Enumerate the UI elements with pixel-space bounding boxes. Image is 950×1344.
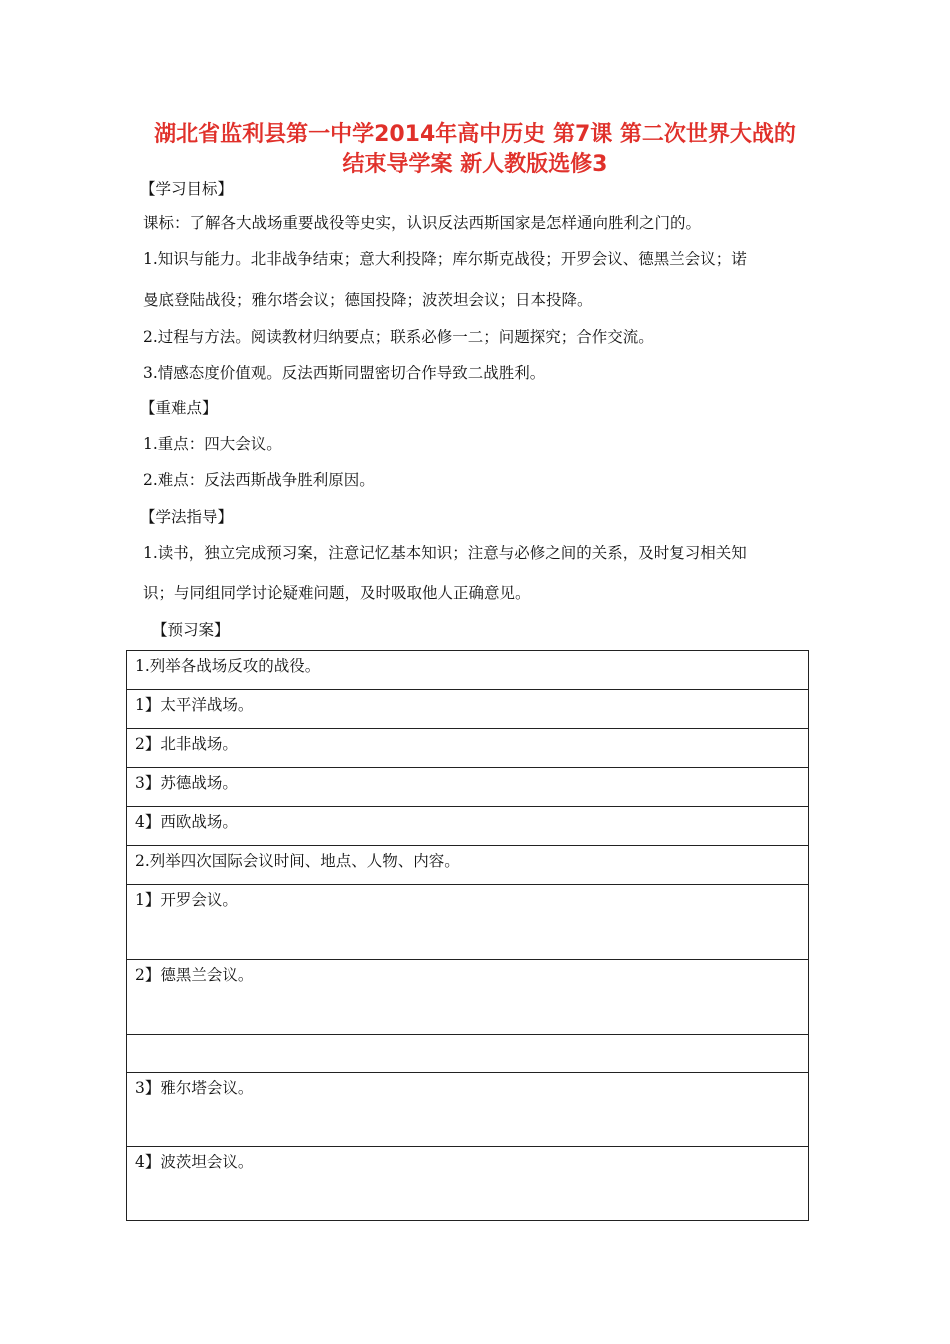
table-row — [127, 1073, 809, 1147]
objectives-standard: 课标：了解各大战场重要战役等史实，认识反法西斯国家是怎样通向胜利之门的。 — [143, 214, 702, 232]
objectives-heading: 【学习目标】 — [140, 180, 234, 198]
table-cell: 2】德黑兰会议。 — [127, 960, 809, 1035]
table-cell: 3】雅尔塔会议。 — [127, 1073, 809, 1147]
title-line-1: 湖北省监利县第一中学2014年高中历史 第7课 第二次世界大战的 — [154, 122, 796, 147]
table-cell: 4】西欧战场。 — [127, 807, 809, 846]
method-line-1: 1.读书，独立完成预习案，注意记忆基本知识；注意与必修之间的关系，及时复习相关知 — [143, 544, 747, 562]
table-row — [127, 690, 809, 729]
table-row — [127, 960, 809, 1035]
table-row — [127, 1147, 809, 1221]
table-row — [127, 1035, 809, 1073]
table-row — [127, 885, 809, 960]
objectives-item-3: 3.情感态度价值观。反法西斯同盟密切合作导致二战胜利。 — [143, 364, 546, 382]
key-points-heading: 【重难点】 — [140, 399, 218, 417]
table-cell: 2】北非战场。 — [127, 729, 809, 768]
title-line-2: 结束导学案 新人教版选修3 — [342, 152, 608, 177]
table-cell: 1.列举各战场反攻的战役。 — [127, 651, 809, 690]
key-points-item-1: 1.重点：四大会议。 — [143, 435, 282, 453]
table-cell: 2.列举四次国际会议时间、地点、人物、内容。 — [127, 846, 809, 885]
table-row — [127, 768, 809, 807]
preview-table — [126, 650, 809, 1221]
table-cell: 4】波茨坦会议。 — [127, 1147, 809, 1221]
table-row — [127, 807, 809, 846]
objectives-item-1-line-2: 曼底登陆战役；雅尔塔会议；德国投降；波茨坦会议；日本投降。 — [143, 291, 593, 309]
table-cell: 1】开罗会议。 — [127, 885, 809, 960]
method-line-2: 识；与同组同学讨论疑难问题，及时吸取他人正确意见。 — [143, 584, 531, 602]
table-cell: 1】太平洋战场。 — [127, 690, 809, 729]
method-heading: 【学法指导】 — [140, 508, 234, 526]
table-cell — [127, 1035, 809, 1073]
objectives-item-2: 2.过程与方法。阅读教材归纳要点；联系必修一二；问题探究；合作交流。 — [143, 328, 654, 346]
table-row — [127, 846, 809, 885]
table-row — [127, 729, 809, 768]
document-title — [100, 120, 850, 180]
preview-heading: 【预习案】 — [152, 621, 230, 639]
table-row — [127, 651, 809, 690]
table-cell: 3】苏德战场。 — [127, 768, 809, 807]
objectives-item-1-line-1: 1.知识与能力。北非战争结束；意大利投降；库尔斯克战役；开罗会议、德黑兰会议；诺 — [143, 250, 747, 268]
key-points-item-2: 2.难点：反法西斯战争胜利原因。 — [143, 471, 375, 489]
